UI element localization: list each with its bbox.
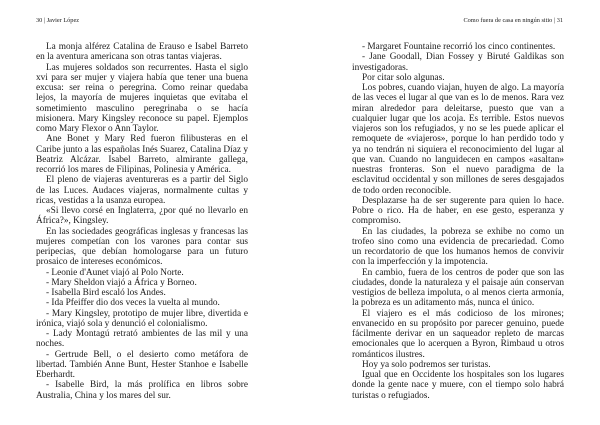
paragraph: La monja alférez Catalina de Erauso e Isabel Barreto en la aventura americana son otras tantas viajeras. xyxy=(36,42,248,63)
paragraph: - Jane Goodall, Dian Fossey y Biruté Galdikas son investigadoras. xyxy=(352,52,564,73)
left-page-body xyxy=(36,42,248,401)
paragraph: «Si llevo corsé en Inglaterra, ¿por qué no llevarlo en África?», Kingsley. xyxy=(36,206,248,227)
paragraph: Igual que en Occidente los hospitales son los lugares donde la gente nace y muere, con el tiempo solo habrá turistas o refugiados. xyxy=(352,370,564,401)
paragraph: En cambio, fuera de los centros de poder que son las ciudades, donde la naturaleza y el paisaje aún conservan vestigios de belleza impoluta, o al menos cierta armonía, la pobreza es un aditamento más, nunca el único. xyxy=(352,267,564,309)
paragraph: - Leonie d'Aunet viajó al Polo Norte. xyxy=(46,267,184,278)
paragraph: En las sociedades geográficas inglesas y francesas las mujeres competían con los varones para contar sus peripecias, que debían homologarse para un futuro prosaico de intereses económicos. xyxy=(36,226,248,268)
right-running-header: Como fuera de casa en ningún sitio | 31 xyxy=(463,17,563,24)
paragraph: Las mujeres soldados son recurrentes. Hasta el siglo xvi para ser mujer y viajera había que tener una buena excusa: ser reina o peregrina. Como reinar quedaba lejos, la mayoría de mujeres inquietas que evitaba el sometimiento masculino peregrinaba o se hacía misionera. Mary Kingsley reconoce su papel. Ejemplos como Mary Flexor o Ann Taylor. xyxy=(36,62,248,134)
paragraph: El viajero es el más codicioso de los mirones; envanecido en su propósito por parecer genuino, puede fácilmente derivar en un saqueador repleto de marcas emocionales que lo acerquen a Byron, Rimbaud u otros románticos ilustres. xyxy=(352,308,564,360)
paragraph: - Mary Kingsley, prototipo de mujer libre, divertida e irónica, viajó sola y denunció el colonialismo. xyxy=(36,308,248,329)
paragraph: Hoy ya solo podremos ser turistas. xyxy=(362,359,491,370)
left-running-header: 30 | Javier López xyxy=(36,17,80,24)
right-page-body xyxy=(352,42,564,401)
paragraph: En las ciudades, la pobreza se exhibe no como un trofeo sino como una evidencia de precariedad. Como un recordatorio de que los humanos hemos de convivir con la imperfección y la impotencia. xyxy=(352,226,564,268)
paragraph: Desplazarse ha de ser sugerente para quien lo hace. Pobre o rico. Ha de haber, en ese gesto, esperanza y compromiso. xyxy=(352,195,564,227)
paragraph: - Ida Pfeiffer dio dos veces la vuelta al mundo. xyxy=(46,298,220,309)
paragraph: - Margaret Fountaine recorrió los cinco continentes. xyxy=(362,42,556,52)
paragraph: - Isabelle Bird, la más prolífica en libros sobre Australia, China y los mares del sur. xyxy=(36,380,248,401)
paragraph: - Mary Sheldon viajó a África y Borneo. xyxy=(46,277,197,288)
paragraph: Los pobres, cuando viajan, huyen de algo. La mayoría de las veces el lugar al que van es lo de menos. Rara vez miran alrededor para deleitarse, puesto que van a cualquier lugar que los acoja. Es terrible. Estos nuevos viajeros son los refugiados, y no se les puede aplicar el remoquete de «viajeros», porque lo han perdido todo y ya no tendrán ni siquiera el reconocimiento del lugar al que van. Cuando no languidecen en campos «asaltan» nuestras fronteras. Son el nuevo paradigma de la esclavitud occidental y son millones de seres desgajados de todo orden reconocible. xyxy=(352,83,564,196)
paragraph: - Isabella Bird escaló los Andes. xyxy=(46,288,166,298)
paragraph: Por citar solo algunas. xyxy=(362,72,445,83)
paragraph: Ane Bonet y Mary Red fueron filibusteras en el Caribe junto a las españolas Inés Suarez, Catalina Díaz y Beatriz Alcázar. Isabel Barreto, almirante gallega, recorrió los mares de Filipinas, Polinesia y América. xyxy=(36,134,248,175)
paragraph: - Lady Montagú retrató ambientes de las mil y una noches. xyxy=(36,329,248,350)
paragraph: - Gertrude Bell, o el desierto como metáfora de libertad. También Anne Bunt, Hester Stanhoe e Isabelle Eberhardt. xyxy=(36,349,248,380)
paragraph: El pleno de viajeras aventureras es a partir del Siglo de las Luces. Audaces viajeras, normalmente cultas y ricas, vestidas a la usanza europea. xyxy=(36,175,248,206)
